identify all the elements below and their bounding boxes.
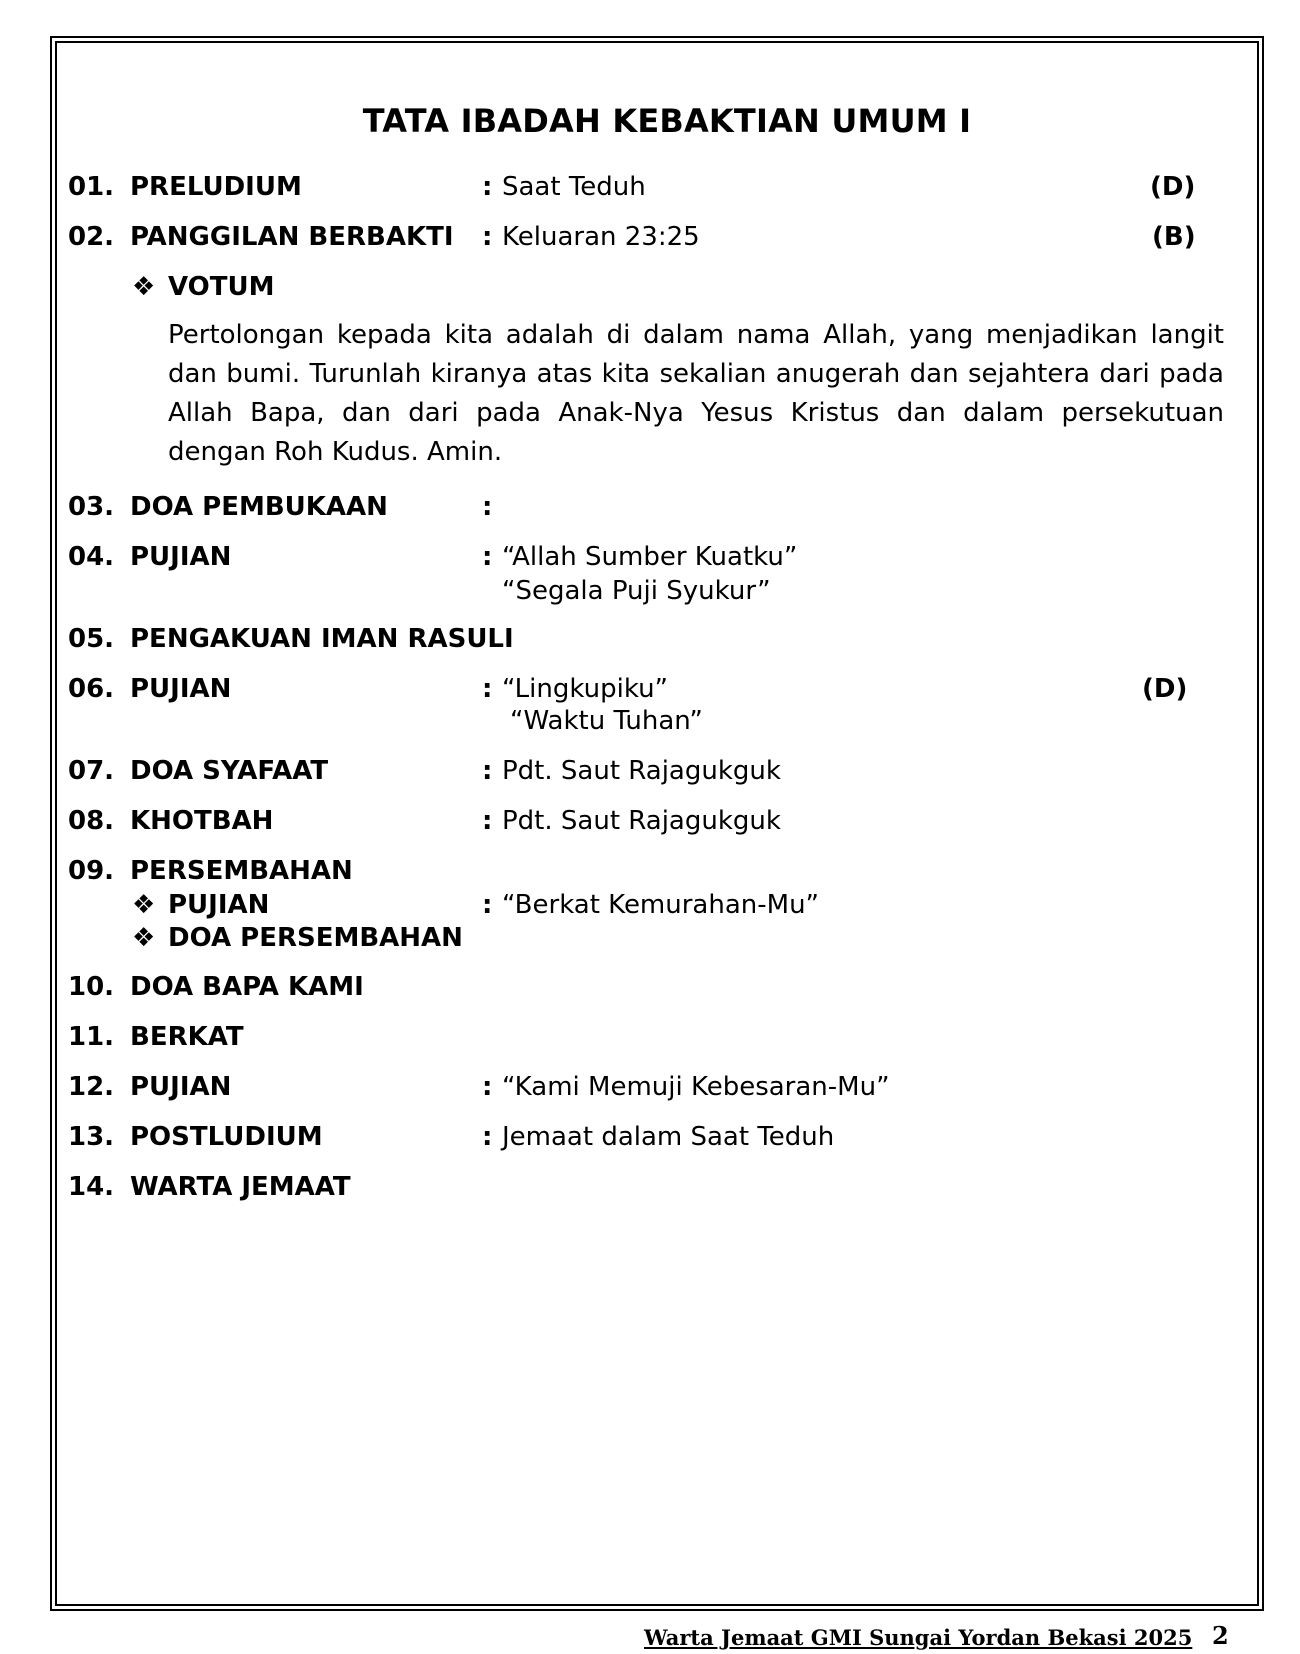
item-number: 06.	[68, 674, 115, 704]
item-label: PERSEMBAHAN	[130, 856, 353, 886]
liturgy-item-02	[0, 222, 1300, 262]
item-value: “Kami Memuji Kebesaran-Mu”	[502, 1072, 890, 1102]
item-colon: :	[482, 1122, 493, 1152]
liturgy-item-05	[0, 624, 1300, 664]
item-number: 01.	[68, 172, 115, 202]
item-number: 07.	[68, 756, 115, 786]
page-number: 2	[1212, 1621, 1229, 1650]
persembahan-sub-doa	[0, 923, 1300, 963]
item-value-2: “Segala Puji Syukur”	[502, 576, 771, 606]
item-label: KHOTBAH	[130, 806, 274, 836]
liturgy-item-01	[0, 172, 1300, 212]
votum-heading	[0, 272, 1300, 312]
liturgy-item-08	[0, 806, 1300, 846]
liturgy-item-04	[0, 542, 1300, 614]
item-value: “Allah Sumber Kuatku”	[502, 542, 798, 572]
item-label: DOA SYAFAAT	[130, 756, 329, 786]
item-number: 14.	[68, 1172, 115, 1202]
item-value: Pdt. Saut Rajagukguk	[502, 756, 781, 786]
item-value-2: “Waktu Tuhan”	[510, 706, 703, 736]
diamond-bullet-icon: ❖	[132, 923, 156, 953]
item-label: PUJIAN	[130, 674, 232, 704]
item-colon: :	[482, 674, 493, 704]
item-label: DOA PEMBUKAAN	[130, 492, 388, 522]
item-colon: :	[482, 1072, 493, 1102]
item-number: 11.	[68, 1022, 115, 1052]
item-value: Pdt. Saut Rajagukguk	[502, 806, 781, 836]
votum-text: Pertolongan kepada kita adalah di dalam nama Allah, yang menjadikan langit dan bumi. Turunlah kiranya atas kita sekalian anugerah dan sejahtera dari pada Allah Bapa, dan dari pada Anak-Nya Yesus Kristus dan dalam persekutuan dengan Roh Kudus. Amin.	[168, 320, 1224, 467]
votum-label: VOTUM	[168, 272, 275, 302]
item-colon: :	[482, 756, 493, 786]
item-number: 03.	[68, 492, 115, 522]
sub-item-label: DOA PERSEMBAHAN	[168, 923, 463, 953]
item-label: POSTLUDIUM	[130, 1122, 323, 1152]
item-value: Keluaran 23:25	[502, 222, 700, 252]
item-colon: :	[482, 806, 493, 836]
item-code: (D)	[1150, 172, 1196, 202]
item-label: BERKAT	[130, 1022, 244, 1052]
liturgy-item-07	[0, 756, 1300, 796]
item-code: (B)	[1152, 222, 1196, 252]
diamond-bullet-icon: ❖	[132, 272, 156, 302]
item-value: “Lingkupiku”	[502, 674, 669, 704]
item-label: PUJIAN	[130, 1072, 232, 1102]
liturgy-item-10	[0, 972, 1300, 1012]
item-colon: :	[482, 492, 493, 522]
sub-item-label: PUJIAN	[168, 890, 270, 920]
item-number: 04.	[68, 542, 115, 572]
liturgy-item-06	[0, 674, 1300, 746]
footer-text: Warta Jemaat GMI Sungai Yordan Bekasi 2025	[644, 1625, 1193, 1650]
liturgy-item-12	[0, 1072, 1300, 1112]
item-value: Saat Teduh	[502, 172, 646, 202]
item-label: PUJIAN	[130, 542, 232, 572]
item-label: PRELUDIUM	[130, 172, 302, 202]
item-number: 12.	[68, 1072, 115, 1102]
item-colon: :	[482, 172, 493, 202]
liturgy-item-13	[0, 1122, 1300, 1162]
item-colon: :	[482, 890, 493, 920]
item-number: 02.	[68, 222, 115, 252]
item-colon: :	[482, 222, 493, 252]
item-number: 10.	[68, 972, 115, 1002]
item-number: 13.	[68, 1122, 115, 1152]
item-label: DOA BAPA KAMI	[130, 972, 364, 1002]
liturgy-item-11	[0, 1022, 1300, 1062]
item-value: “Berkat Kemurahan-Mu”	[502, 890, 820, 920]
item-label: PENGAKUAN IMAN RASULI	[130, 624, 514, 654]
liturgy-item-03	[0, 492, 1300, 532]
item-code: (D)	[1142, 674, 1188, 704]
item-value: Jemaat dalam Saat Teduh	[502, 1122, 835, 1152]
liturgy-item-14	[0, 1172, 1300, 1212]
diamond-bullet-icon: ❖	[132, 890, 156, 920]
item-number: 05.	[68, 624, 115, 654]
item-label: WARTA JEMAAT	[130, 1172, 351, 1202]
page-title: TATA IBADAH KEBAKTIAN UMUM I	[362, 102, 972, 140]
item-colon: :	[482, 542, 493, 572]
item-number: 08.	[68, 806, 115, 836]
item-number: 09.	[68, 856, 115, 886]
item-label: PANGGILAN BERBAKTI	[130, 222, 454, 252]
